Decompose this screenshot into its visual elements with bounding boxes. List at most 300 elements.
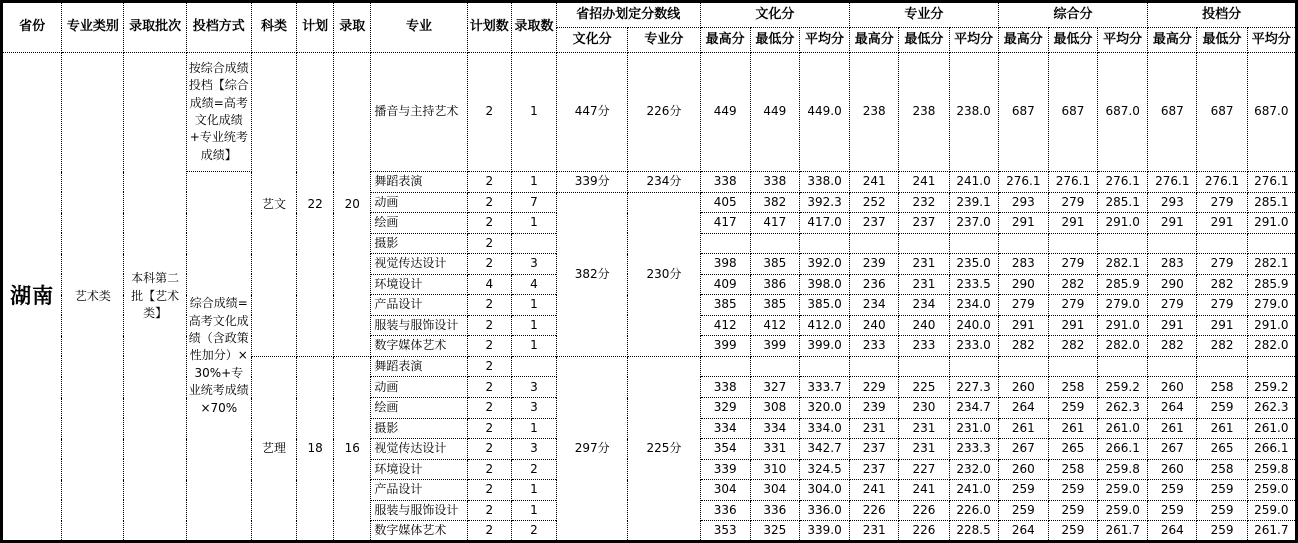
- admit-count-cell: 3: [511, 398, 556, 419]
- major-min-cell: 225: [899, 377, 949, 398]
- culture-avg-cell: 338.0: [799, 172, 849, 193]
- filing-min-cell: 687: [1197, 53, 1247, 172]
- major-avg-cell: 240.0: [949, 315, 998, 336]
- culture-min-cell: 336: [750, 500, 799, 521]
- culture-min-cell: 399: [750, 336, 799, 357]
- major-min-cell: 241: [899, 172, 949, 193]
- group-admit-cell: 20: [334, 53, 371, 357]
- plan-count-cell: 2: [467, 254, 511, 275]
- filing-min-cell: 282: [1197, 274, 1247, 295]
- composite-avg-cell: 261.0: [1098, 418, 1148, 439]
- culture-avg-cell: 334.0: [799, 418, 849, 439]
- culture-max-cell: [700, 233, 750, 254]
- filing-min-cell: 279: [1197, 192, 1247, 213]
- culture-avg-cell: 392.3: [799, 192, 849, 213]
- col-header-composite-max: 最高分: [998, 28, 1048, 53]
- culture-max-cell: 449: [700, 53, 750, 172]
- filing-max-cell: 282: [1148, 336, 1197, 357]
- composite-min-cell: 258: [1048, 377, 1097, 398]
- plan-count-cell: 4: [467, 274, 511, 295]
- admit-count-cell: 2: [511, 521, 556, 542]
- composite-min-cell: 291: [1048, 213, 1097, 234]
- major-max-cell: 231: [850, 521, 899, 542]
- filing-min-cell: 279: [1197, 254, 1247, 275]
- major-min-cell: 232: [899, 192, 949, 213]
- major-max-cell: 241: [850, 480, 899, 501]
- major-avg-cell: 227.3: [949, 377, 998, 398]
- composite-avg-cell: 285.9: [1098, 274, 1148, 295]
- major-min-cell: [899, 233, 949, 254]
- admit-count-cell: 1: [511, 418, 556, 439]
- major-cell: 产品设计: [371, 480, 467, 501]
- culture-avg-cell: 304.0: [799, 480, 849, 501]
- major-min-cell: 230: [899, 398, 949, 419]
- major-avg-cell: 228.5: [949, 521, 998, 542]
- admit-count-cell: 1: [511, 53, 556, 172]
- composite-max-cell: 290: [998, 274, 1048, 295]
- col-header-major: 专业: [371, 2, 467, 53]
- major-min-cell: 234: [899, 295, 949, 316]
- col-header-filing-group: 投档分: [1148, 2, 1297, 28]
- major-min-cell: 227: [899, 459, 949, 480]
- culture-max-cell: 334: [700, 418, 750, 439]
- culture-max-cell: 409: [700, 274, 750, 295]
- major-max-cell: 239: [850, 254, 899, 275]
- composite-min-cell: 279: [1048, 254, 1097, 275]
- admit-count-cell: 1: [511, 500, 556, 521]
- composite-avg-cell: 282.1: [1098, 254, 1148, 275]
- major-avg-cell: [949, 233, 998, 254]
- plan-count-cell: 2: [467, 53, 511, 172]
- major-avg-cell: 234.7: [949, 398, 998, 419]
- composite-avg-cell: [1098, 356, 1148, 377]
- major-max-cell: 226: [850, 500, 899, 521]
- plan-count-cell: 2: [467, 192, 511, 213]
- col-header-filing-min: 最低分: [1197, 28, 1247, 53]
- filing-avg-cell: 266.1: [1247, 439, 1296, 460]
- filing-avg-cell: 259.2: [1247, 377, 1296, 398]
- major-avg-cell: 233.0: [949, 336, 998, 357]
- admit-count-cell: [511, 356, 556, 377]
- col-header-major-min: 最低分: [899, 28, 949, 53]
- major-min-cell: 226: [899, 500, 949, 521]
- major-cell: 环境设计: [371, 459, 467, 480]
- culture-min-cell: 304: [750, 480, 799, 501]
- major-avg-cell: 232.0: [949, 459, 998, 480]
- filing-max-cell: 279: [1148, 295, 1197, 316]
- col-header-method: 投档方式: [186, 2, 251, 53]
- admit-count-cell: 1: [511, 315, 556, 336]
- filing-max-cell: 259: [1148, 480, 1197, 501]
- filing-avg-cell: 291.0: [1247, 213, 1296, 234]
- filing-min-cell: 282: [1197, 336, 1247, 357]
- filing-avg-cell: 687.0: [1247, 53, 1296, 172]
- filing-min-cell: 291: [1197, 213, 1247, 234]
- plan-count-cell: 2: [467, 377, 511, 398]
- filing-max-cell: 259: [1148, 500, 1197, 521]
- plan-count-cell: 2: [467, 480, 511, 501]
- major-avg-cell: 226.0: [949, 500, 998, 521]
- admit-count-cell: 3: [511, 377, 556, 398]
- culture-min-cell: 382: [750, 192, 799, 213]
- culture-avg-cell: 412.0: [799, 315, 849, 336]
- culture-min-cell: [750, 233, 799, 254]
- filing-avg-cell: [1247, 233, 1296, 254]
- culture-min-cell: 331: [750, 439, 799, 460]
- major-min-cell: 231: [899, 274, 949, 295]
- plan-count-cell: 2: [467, 439, 511, 460]
- composite-avg-cell: 259.8: [1098, 459, 1148, 480]
- composite-max-cell: 267: [998, 439, 1048, 460]
- major-avg-cell: [949, 356, 998, 377]
- col-header-admit: 录取: [334, 2, 371, 53]
- table-row: [2, 53, 1297, 172]
- composite-min-cell: [1048, 233, 1097, 254]
- major-avg-cell: 241.0: [949, 480, 998, 501]
- culture-min-cell: 338: [750, 172, 799, 193]
- culture-max-cell: 354: [700, 439, 750, 460]
- filing-avg-cell: 291.0: [1247, 315, 1296, 336]
- major-cell: 舞蹈表演: [371, 356, 467, 377]
- filing-min-cell: [1197, 233, 1247, 254]
- major-max-cell: [850, 356, 899, 377]
- composite-avg-cell: 259.0: [1098, 500, 1148, 521]
- major-avg-cell: 234.0: [949, 295, 998, 316]
- major-cell: 舞蹈表演: [371, 172, 467, 193]
- plan-count-cell: 2: [467, 295, 511, 316]
- filing-max-cell: 261: [1148, 418, 1197, 439]
- culture-max-cell: [700, 356, 750, 377]
- filing-min-cell: 259: [1197, 398, 1247, 419]
- filing-max-cell: [1148, 356, 1197, 377]
- culture-max-cell: 417: [700, 213, 750, 234]
- plan-count-cell: 2: [467, 398, 511, 419]
- composite-min-cell: 259: [1048, 398, 1097, 419]
- composite-min-cell: 258: [1048, 459, 1097, 480]
- culture-avg-cell: 392.0: [799, 254, 849, 275]
- col-header-line-culture: 文化分: [557, 28, 628, 53]
- major-max-cell: 240: [850, 315, 899, 336]
- culture-avg-cell: 336.0: [799, 500, 849, 521]
- composite-max-cell: 687: [998, 53, 1048, 172]
- group-admit-cell: 16: [334, 356, 371, 541]
- composite-min-cell: 279: [1048, 192, 1097, 213]
- major-min-cell: 238: [899, 53, 949, 172]
- composite-min-cell: [1048, 356, 1097, 377]
- major-min-cell: [899, 356, 949, 377]
- admit-count-cell: 1: [511, 336, 556, 357]
- culture-min-cell: 385: [750, 254, 799, 275]
- composite-min-cell: 282: [1048, 274, 1097, 295]
- major-cell: 产品设计: [371, 295, 467, 316]
- category-cell: 艺术类: [62, 53, 124, 542]
- filing-max-cell: 290: [1148, 274, 1197, 295]
- culture-min-cell: 386: [750, 274, 799, 295]
- culture-min-cell: 334: [750, 418, 799, 439]
- filing-max-cell: [1148, 233, 1197, 254]
- col-header-subject: 科类: [251, 2, 296, 53]
- col-header-admit-count: 录取数: [511, 2, 556, 53]
- group-plan-cell: 22: [297, 53, 334, 357]
- composite-max-cell: 261: [998, 418, 1048, 439]
- culture-avg-cell: 339.0: [799, 521, 849, 542]
- composite-max-cell: 260: [998, 377, 1048, 398]
- major-avg-cell: 231.0: [949, 418, 998, 439]
- major-max-cell: 233: [850, 336, 899, 357]
- plan-count-cell: 2: [467, 459, 511, 480]
- culture-min-cell: 385: [750, 295, 799, 316]
- line-major-cell: 230分: [628, 192, 700, 356]
- composite-max-cell: 282: [998, 336, 1048, 357]
- admit-count-cell: 1: [511, 295, 556, 316]
- culture-max-cell: 399: [700, 336, 750, 357]
- filing-max-cell: 267: [1148, 439, 1197, 460]
- major-cell: 视觉传达设计: [371, 254, 467, 275]
- col-header-culture-min: 最低分: [750, 28, 799, 53]
- line-culture-cell: 447分: [557, 53, 628, 172]
- col-header-culture-avg: 平均分: [799, 28, 849, 53]
- filing-min-cell: 259: [1197, 521, 1247, 542]
- composite-avg-cell: 276.1: [1098, 172, 1148, 193]
- plan-count-cell: 2: [467, 336, 511, 357]
- filing-max-cell: 293: [1148, 192, 1197, 213]
- culture-min-cell: 449: [750, 53, 799, 172]
- filing-max-cell: 687: [1148, 53, 1197, 172]
- filing-avg-cell: 282.0: [1247, 336, 1296, 357]
- col-header-category: 专业类别: [62, 2, 124, 53]
- col-header-line-major: 专业分: [628, 28, 700, 53]
- culture-max-cell: 385: [700, 295, 750, 316]
- col-header-plan-count: 计划数: [467, 2, 511, 53]
- culture-min-cell: 310: [750, 459, 799, 480]
- major-min-cell: 240: [899, 315, 949, 336]
- major-avg-cell: 233.5: [949, 274, 998, 295]
- plan-count-cell: 2: [467, 172, 511, 193]
- major-min-cell: 241: [899, 480, 949, 501]
- line-major-cell: 234分: [628, 172, 700, 193]
- col-header-filing-avg: 平均分: [1247, 28, 1296, 53]
- major-avg-cell: 237.0: [949, 213, 998, 234]
- composite-min-cell: 259: [1048, 500, 1097, 521]
- filing-min-cell: 291: [1197, 315, 1247, 336]
- culture-avg-cell: [799, 356, 849, 377]
- filing-min-cell: 265: [1197, 439, 1247, 460]
- major-cell: 摄影: [371, 233, 467, 254]
- culture-min-cell: 308: [750, 398, 799, 419]
- culture-avg-cell: 449.0: [799, 53, 849, 172]
- major-cell: 动画: [371, 377, 467, 398]
- line-culture-cell: 297分: [557, 356, 628, 541]
- culture-avg-cell: 417.0: [799, 213, 849, 234]
- composite-avg-cell: 279.0: [1098, 295, 1148, 316]
- composite-max-cell: 279: [998, 295, 1048, 316]
- plan-count-cell: 2: [467, 356, 511, 377]
- culture-avg-cell: 385.0: [799, 295, 849, 316]
- filing-min-cell: [1197, 356, 1247, 377]
- filing-avg-cell: 261.0: [1247, 418, 1296, 439]
- admit-count-cell: 7: [511, 192, 556, 213]
- major-avg-cell: 239.1: [949, 192, 998, 213]
- filing-max-cell: 264: [1148, 398, 1197, 419]
- filing-max-cell: 264: [1148, 521, 1197, 542]
- composite-max-cell: 283: [998, 254, 1048, 275]
- major-cell: 绘画: [371, 398, 467, 419]
- col-header-culture-group: 文化分: [700, 2, 850, 28]
- composite-max-cell: 276.1: [998, 172, 1048, 193]
- major-min-cell: 231: [899, 254, 949, 275]
- table-header: [2, 2, 1297, 53]
- major-max-cell: 231: [850, 418, 899, 439]
- culture-max-cell: 338: [700, 172, 750, 193]
- composite-max-cell: 291: [998, 315, 1048, 336]
- admit-count-cell: 3: [511, 439, 556, 460]
- culture-max-cell: 398: [700, 254, 750, 275]
- col-header-major-group: 专业分: [850, 2, 999, 28]
- line-culture-cell: 382分: [557, 192, 628, 356]
- composite-min-cell: 279: [1048, 295, 1097, 316]
- major-cell: 数字媒体艺术: [371, 521, 467, 542]
- composite-max-cell: 264: [998, 398, 1048, 419]
- composite-max-cell: 264: [998, 521, 1048, 542]
- composite-avg-cell: 266.1: [1098, 439, 1148, 460]
- composite-max-cell: 259: [998, 480, 1048, 501]
- culture-max-cell: 338: [700, 377, 750, 398]
- composite-avg-cell: 259.0: [1098, 480, 1148, 501]
- filing-avg-cell: 259.0: [1247, 480, 1296, 501]
- major-max-cell: 237: [850, 439, 899, 460]
- culture-avg-cell: [799, 233, 849, 254]
- col-header-province-line: 省招办划定分数线: [557, 2, 701, 28]
- composite-avg-cell: 262.3: [1098, 398, 1148, 419]
- culture-max-cell: 405: [700, 192, 750, 213]
- filing-min-cell: 258: [1197, 459, 1247, 480]
- plan-count-cell: 2: [467, 500, 511, 521]
- culture-avg-cell: 399.0: [799, 336, 849, 357]
- admit-count-cell: 1: [511, 213, 556, 234]
- major-max-cell: 241: [850, 172, 899, 193]
- col-header-filing-max: 最高分: [1148, 28, 1197, 53]
- col-header-culture-max: 最高分: [700, 28, 750, 53]
- culture-max-cell: 353: [700, 521, 750, 542]
- major-cell: 服装与服饰设计: [371, 315, 467, 336]
- culture-max-cell: 412: [700, 315, 750, 336]
- col-header-province: 省份: [2, 2, 62, 53]
- culture-avg-cell: 342.7: [799, 439, 849, 460]
- filing-max-cell: 291: [1148, 213, 1197, 234]
- major-cell: 绘画: [371, 213, 467, 234]
- filing-avg-cell: 259.8: [1247, 459, 1296, 480]
- composite-max-cell: [998, 233, 1048, 254]
- culture-min-cell: 412: [750, 315, 799, 336]
- major-min-cell: 237: [899, 213, 949, 234]
- plan-count-cell: 2: [467, 233, 511, 254]
- major-cell: 播音与主持艺术: [371, 53, 467, 172]
- admit-count-cell: 4: [511, 274, 556, 295]
- plan-count-cell: 2: [467, 213, 511, 234]
- col-header-batch: 录取批次: [124, 2, 186, 53]
- filing-avg-cell: 282.1: [1247, 254, 1296, 275]
- culture-min-cell: 417: [750, 213, 799, 234]
- col-header-major-avg: 平均分: [949, 28, 998, 53]
- major-max-cell: 237: [850, 213, 899, 234]
- filing-avg-cell: 285.1: [1247, 192, 1296, 213]
- batch-cell: 本科第二批【艺术类】: [124, 53, 186, 542]
- province-cell: 湖南: [2, 53, 62, 542]
- composite-max-cell: 259: [998, 500, 1048, 521]
- table-row: [2, 172, 1297, 193]
- composite-min-cell: 291: [1048, 315, 1097, 336]
- admit-count-cell: 3: [511, 254, 556, 275]
- composite-avg-cell: 261.7: [1098, 521, 1148, 542]
- filing-avg-cell: 259.0: [1247, 500, 1296, 521]
- admit-count-cell: 1: [511, 172, 556, 193]
- composite-avg-cell: 259.2: [1098, 377, 1148, 398]
- major-avg-cell: 233.3: [949, 439, 998, 460]
- culture-min-cell: 325: [750, 521, 799, 542]
- composite-min-cell: 276.1: [1048, 172, 1097, 193]
- filing-avg-cell: 285.9: [1247, 274, 1296, 295]
- composite-min-cell: 687: [1048, 53, 1097, 172]
- major-max-cell: 237: [850, 459, 899, 480]
- major-min-cell: 226: [899, 521, 949, 542]
- admit-count-cell: 1: [511, 480, 556, 501]
- major-min-cell: 231: [899, 418, 949, 439]
- major-cell: 摄影: [371, 418, 467, 439]
- line-culture-cell: 339分: [557, 172, 628, 193]
- composite-min-cell: 259: [1048, 521, 1097, 542]
- composite-max-cell: 260: [998, 459, 1048, 480]
- major-cell: 服装与服饰设计: [371, 500, 467, 521]
- major-cell: 视觉传达设计: [371, 439, 467, 460]
- major-max-cell: 229: [850, 377, 899, 398]
- composite-min-cell: 282: [1048, 336, 1097, 357]
- major-max-cell: 239: [850, 398, 899, 419]
- col-header-composite-group: 综合分: [998, 2, 1148, 28]
- major-avg-cell: 241.0: [949, 172, 998, 193]
- major-max-cell: 252: [850, 192, 899, 213]
- composite-avg-cell: 282.0: [1098, 336, 1148, 357]
- culture-max-cell: 329: [700, 398, 750, 419]
- plan-count-cell: 2: [467, 315, 511, 336]
- filing-max-cell: 260: [1148, 459, 1197, 480]
- filing-max-cell: 291: [1148, 315, 1197, 336]
- filing-avg-cell: 261.7: [1247, 521, 1296, 542]
- col-header-major-max: 最高分: [850, 28, 899, 53]
- composite-min-cell: 259: [1048, 480, 1097, 501]
- composite-avg-cell: 687.0: [1098, 53, 1148, 172]
- header-row-1: [2, 2, 1297, 28]
- major-min-cell: 231: [899, 439, 949, 460]
- culture-avg-cell: 398.0: [799, 274, 849, 295]
- composite-max-cell: [998, 356, 1048, 377]
- filing-min-cell: 279: [1197, 295, 1247, 316]
- major-max-cell: 234: [850, 295, 899, 316]
- composite-avg-cell: 291.0: [1098, 213, 1148, 234]
- col-header-composite-avg: 平均分: [1098, 28, 1148, 53]
- culture-min-cell: [750, 356, 799, 377]
- admit-count-cell: [511, 233, 556, 254]
- filing-min-cell: 259: [1197, 500, 1247, 521]
- composite-avg-cell: 291.0: [1098, 315, 1148, 336]
- culture-max-cell: 336: [700, 500, 750, 521]
- major-max-cell: [850, 233, 899, 254]
- line-major-cell: 225分: [628, 356, 700, 541]
- method-cell: 综合成绩=高考文化成绩（含政策性加分）×30%+专业统考成绩×70%: [186, 172, 251, 542]
- filing-max-cell: 260: [1148, 377, 1197, 398]
- major-cell: 环境设计: [371, 274, 467, 295]
- col-header-plan: 计划: [297, 2, 334, 53]
- composite-min-cell: 265: [1048, 439, 1097, 460]
